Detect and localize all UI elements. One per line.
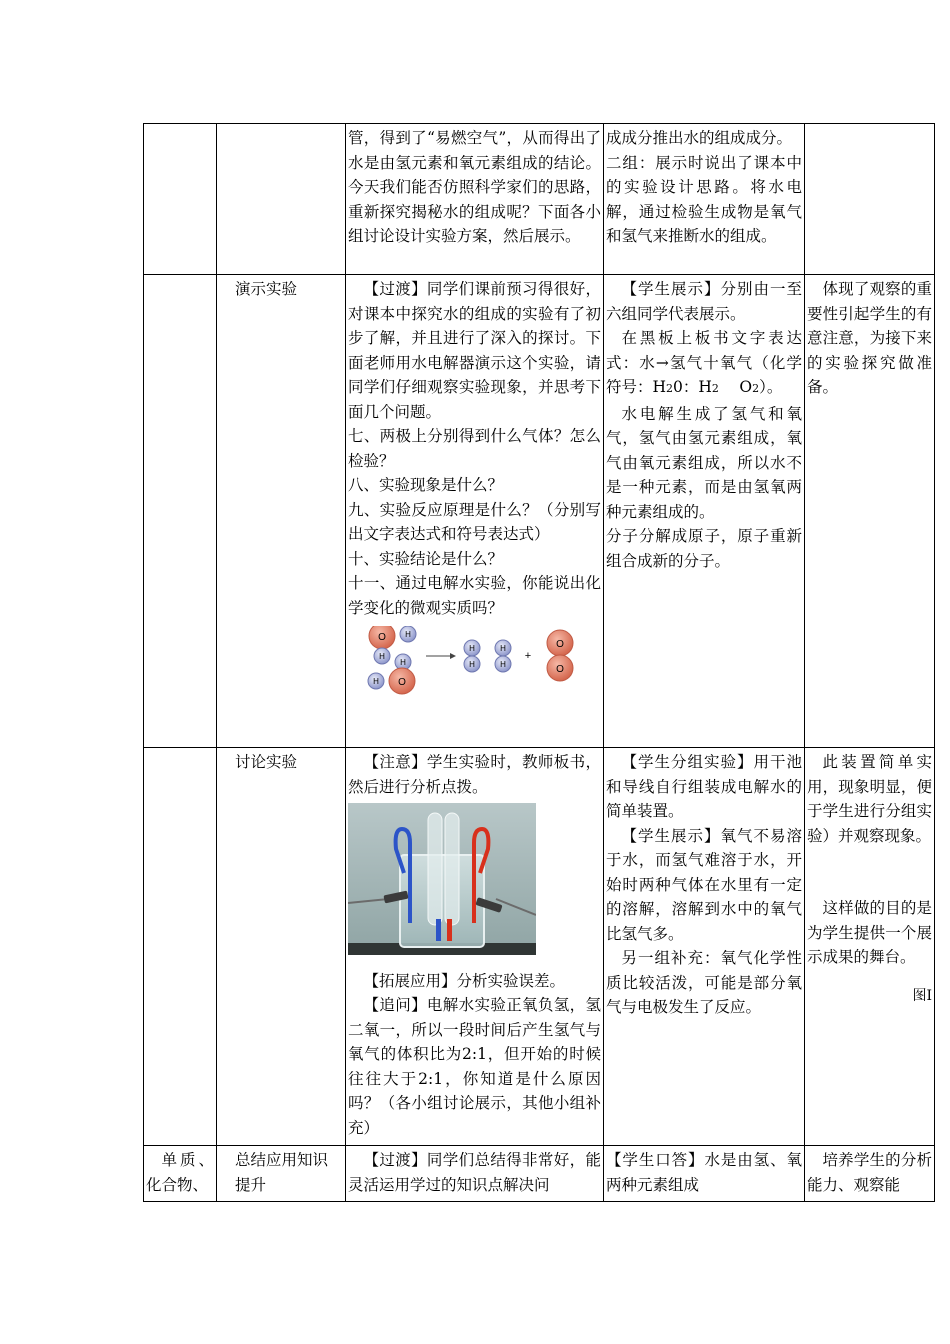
svg-text:H: H: [373, 677, 379, 686]
activity-label: 讨论实验: [235, 753, 298, 771]
intent-text: 培养学生的分析能力、观察能: [807, 1151, 932, 1194]
molecule-diagram: [348, 626, 601, 712]
svg-text:H: H: [500, 660, 506, 669]
oxygen-molecule: [547, 630, 573, 681]
note-text: 【注意】学生实验时，教师板书，然后进行分析点拨。: [348, 753, 601, 796]
table-row: [144, 1146, 935, 1202]
cell-section: [144, 1146, 217, 1202]
student-text: 另一组补充：氧气化学性质比较活泼，可能是部分氧气与电极发生了反应。: [606, 949, 802, 1016]
figure-label: 图I: [912, 987, 932, 1004]
hydrogen-molecules: [464, 640, 511, 672]
svg-text:H: H: [379, 652, 385, 661]
question-item: 十一、通过电解水实验，你能说出化学变化的微观实质吗？: [348, 574, 601, 617]
lesson-plan-table: [143, 123, 935, 1202]
intent-text: 这样做的目的是为学生提供一个展示成果的舞台。: [807, 899, 932, 966]
cell-teacher: [346, 748, 604, 1146]
extension-text: 【拓展应用】分析实验误差。: [363, 971, 566, 990]
svg-text:H: H: [400, 658, 406, 667]
cell-section: [144, 275, 217, 748]
cell-intent: [805, 124, 935, 275]
cell-intent: [805, 275, 935, 748]
svg-text:H: H: [469, 660, 475, 669]
activity-label: 总结应用知识提升: [235, 1151, 329, 1194]
activity-label: 演示实验: [235, 280, 298, 298]
student-text: 成成分推出水的组成成分。: [606, 129, 793, 147]
cell-student: [604, 124, 805, 275]
cell-teacher: [346, 1146, 604, 1202]
svg-text:H: H: [500, 644, 506, 653]
followup-text: 【追问】电解水实验正氧负氢，氢二氧一，所以一段时间后产生氢气与氧气的体积比为2:1，但开始的时候往往大于2:1，你知道是什么原因吗？（各小组讨论展示，其他小组补充）: [348, 996, 601, 1137]
svg-text:H: H: [405, 630, 411, 639]
table-row: [144, 748, 935, 1146]
cell-section: [144, 748, 217, 1146]
plus-sign: +: [524, 650, 532, 662]
student-text: 【学生展示】分别由一至六组同学代表展示。: [606, 280, 802, 323]
svg-text:O: O: [398, 677, 406, 688]
cell-activity: [217, 748, 346, 1146]
question-item: 八、实验现象是什么？: [348, 476, 504, 494]
table-row: [144, 275, 935, 748]
cell-teacher: [346, 124, 604, 275]
student-text: 【学生口答】水是由氢、氧两种元素组成: [606, 1151, 802, 1194]
electrolysis-photo: [348, 803, 601, 963]
cell-intent: [805, 748, 935, 1146]
student-text: 分子分解成原子，原子重新组合成新的分子。: [606, 527, 802, 570]
student-text: 【学生分组实验】用干池和导线自行组装成电解水的简单装置。: [606, 753, 802, 820]
question-item: 七、两极上分别得到什么气体？怎么检验？: [348, 427, 601, 470]
student-text: 二组：展示时说出了课本中的实验设计思路。将水电解，通过检验生成物是氧气和氢气来推断水的组成。: [606, 153, 802, 245]
question-item: 九、实验反应原理是什么？（分别写出文字表达式和符号表达式）: [348, 500, 601, 543]
teacher-text: 管，得到了“易燃空气”，从而得出了水是由氢元素和氧元素组成的结论。今天我们能否仿照科学家们的思路，重新探究揭秘水的组成呢？下面各小组讨论设计实验方案，然后展示。: [348, 129, 601, 245]
equation-text: 在黑板上板书文字表达式：水→氢气十氧气（化学符号：H20：H2 O2）。: [606, 329, 802, 396]
cell-activity: [217, 1146, 346, 1202]
cell-student: [604, 275, 805, 748]
table-row: [144, 124, 935, 275]
cell-activity: [217, 124, 346, 275]
question-item: 十、实验结论是什么？: [348, 549, 504, 568]
svg-text:H: H: [469, 644, 475, 653]
arrow-icon: [426, 653, 456, 659]
cell-section: [144, 124, 217, 275]
transition-text: 【过渡】同学们课前预习得很好，对课本中探究水的组成的实验有了初步了解，并且进行了深入的探讨。下面老师用水电解器演示这个实验，请同学们仔细观察实验现象，并思考下面几个问题。: [348, 280, 601, 421]
cell-teacher: [346, 275, 604, 748]
cell-intent: [805, 1146, 935, 1202]
transition-text: 【过渡】同学们总结得非常好，能灵活运用学过的知识点解决问: [348, 1151, 601, 1194]
svg-text:O: O: [556, 639, 564, 650]
svg-text:O: O: [378, 632, 386, 643]
cell-student: [604, 748, 805, 1146]
section-label: 单质、化合物、: [146, 1151, 214, 1194]
intent-text: 此装置简单实用，现象明显，便于学生进行分组实验）并观察现象。: [807, 753, 932, 845]
student-text: 水电解生成了氢气和氧气，氢气由氢元素组成，氧气由氧元素组成，所以水不是一种元素，而是由氢氧两种元素组成的。: [606, 404, 802, 521]
intent-text: 体现了观察的重要性引起学生的有意注意，为接下来的实验探究做准备。: [807, 280, 932, 396]
student-text: 【学生展示】氧气不易溶于水，而氢气难溶于水，开始时两种气体在水里有一定的溶解，溶解到水中的氧气比氢气多。: [606, 826, 802, 943]
svg-text:O: O: [556, 664, 564, 675]
cell-activity: [217, 275, 346, 748]
cell-student: [604, 1146, 805, 1202]
